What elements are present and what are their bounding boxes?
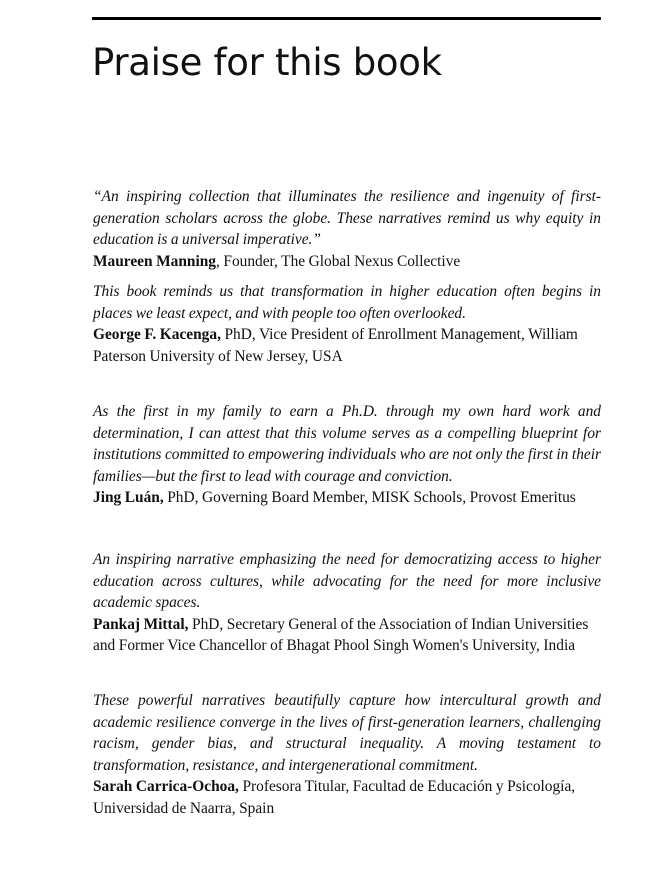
praise-attribution <box>93 776 601 819</box>
praise-attribution <box>93 614 601 657</box>
praise-entry <box>93 186 601 272</box>
endorser-affiliation: PhD, Vice President of Enrollment Management, William Paterson University of New Jersey, USA <box>93 326 578 365</box>
praise-attribution <box>93 251 601 273</box>
praise-quote: As the first in my family to earn a Ph.D. through my own hard work and determination, I can attest that this volume serves as a compelling blueprint for institutions committed to empowering individuals who are not only the first in their families—but the first to lead with courage and conviction. <box>93 403 601 485</box>
endorser-affiliation: PhD, Governing Board Member, MISK Schools, Provost Emeritus <box>163 489 576 506</box>
praise-attribution <box>93 487 601 509</box>
endorser-name: George F. Kacenga, <box>93 326 221 343</box>
praise-entry <box>93 690 601 819</box>
praise-entry <box>93 281 601 367</box>
endorser-name: Pankaj Mittal, <box>93 615 189 633</box>
praise-quote: These powerful narratives beautifully capture how intercultural growth and academic resilience converge in the lives of first-generation learners, challenging racism, gender bias, and structural inequality. A moving testament to transformation, resistance, and intergenerational commitment. <box>93 692 601 774</box>
endorser-name: Maureen Manning <box>93 252 216 270</box>
praise-quote: This book reminds us that transformation in higher education often begins in places we least expect, and with people too often overlooked. <box>93 283 601 322</box>
endorser-name: Sarah Carrica-Ochoa, <box>93 778 239 795</box>
endorser-name: Jing Luán, <box>93 489 164 506</box>
endorser-affiliation: Profesora Titular, Facultad de Educación y Psicología, Universidad de Naarra, Spain <box>93 778 576 817</box>
praise-entry <box>93 401 601 509</box>
top-rule-divider <box>92 17 601 20</box>
endorser-affiliation: , Founder, The Global Nexus Collective <box>215 252 461 270</box>
endorser-affiliation: PhD, Secretary General of the Association of Indian Universities and Former Vice Chancellor of Bhagat Phool Singh Women's University, India <box>93 615 589 654</box>
praise-attribution <box>93 324 601 367</box>
praise-entry <box>93 549 601 657</box>
praise-quote: “An inspiring collection that illuminates the resilience and ingenuity of first-generation scholars across the globe. These narratives remind us why equity in education is a universal imperative.” <box>93 188 601 248</box>
page-title: Praise for this book <box>92 41 442 84</box>
praise-quote: An inspiring narrative emphasizing the need for democratizing access to higher education across cultures, while advocating for the need for more inclusive academic spaces. <box>93 551 601 611</box>
